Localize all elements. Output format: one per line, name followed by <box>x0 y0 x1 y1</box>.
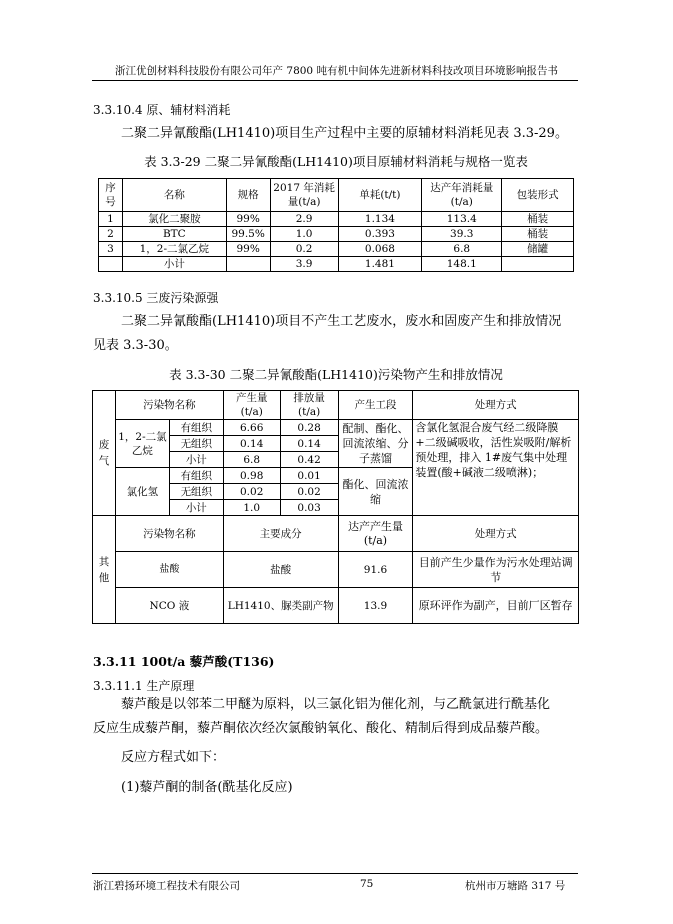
cell: 0.393 <box>338 227 422 242</box>
cell: 小计 <box>169 452 223 468</box>
cell: 0.02 <box>280 484 338 500</box>
cell: 1.134 <box>338 212 422 227</box>
table-row <box>93 588 579 624</box>
header-cell: 污染物名称 <box>115 391 223 420</box>
cell: 2 <box>99 227 123 242</box>
cell: 原环评作为副产，目前厂区暂存 <box>413 588 579 624</box>
cell: 0.14 <box>223 436 280 452</box>
header-cell: 污染物名称 <box>115 516 223 552</box>
cell: 6.8 <box>422 242 502 257</box>
cell: 99% <box>226 242 270 257</box>
cell: 有组织 <box>169 420 223 436</box>
category-other: 其他 <box>93 516 116 624</box>
table-caption-3-3-29: 表 3.3-29 二聚二异氰酸酯(LH1410)项目原辅材料消耗与规格一览表 <box>144 154 528 169</box>
cell <box>99 257 123 272</box>
cell: 有组织 <box>169 468 223 484</box>
header-cell: 主要成分 <box>223 516 338 552</box>
cell: LH1410、脲类副产物 <box>223 588 338 624</box>
paragraph: 反应方程式如下： <box>121 750 226 765</box>
cell: 3 <box>99 242 123 257</box>
header-cell: 达产产生量(t/a) <box>338 516 413 552</box>
header-cell: 2017 年消耗量(t/a) <box>270 179 338 212</box>
table-row <box>99 212 574 227</box>
cell: 储罐 <box>502 242 574 257</box>
footer-address: 杭州市万塘路 317 号 <box>465 880 566 892</box>
cell: 6.66 <box>223 420 280 436</box>
cell: 1，2-二氯乙烷 <box>122 242 226 257</box>
cell: 0.28 <box>280 420 338 436</box>
cell: 1.0 <box>270 227 338 242</box>
cell: 无组织 <box>169 436 223 452</box>
cell <box>502 257 574 272</box>
page-header: 浙江优创材料科技股份有限公司年产 7800 吨有机中间体先进新材料科技改项目环境影响报告书 <box>115 65 558 77</box>
header-cell: 规格 <box>226 179 270 212</box>
cell: 0.2 <box>270 242 338 257</box>
production-stage: 酯化、回流浓缩 <box>338 468 413 516</box>
paragraph: 见表 3.3-30。 <box>93 338 178 353</box>
header-cell: 排放量(t/a) <box>280 391 338 420</box>
table-header-row <box>99 179 574 212</box>
cell: 无组织 <box>169 484 223 500</box>
pollutant-name: 氯化氢 <box>115 468 169 516</box>
table-3-3-29 <box>98 178 574 272</box>
table-caption-3-3-30: 表 3.3-30 二聚二异氰酸酯(LH1410)污染物产生和排放情况 <box>169 367 503 382</box>
cell: 148.1 <box>422 257 502 272</box>
paragraph: 二聚二异氰酸酯(LH1410)项目不产生工艺废水，废水和固废产生和排放情况 <box>121 314 562 329</box>
cell: 小计 <box>169 500 223 516</box>
header-cell: 产生工段 <box>338 391 413 420</box>
subsection-title: 3.3.11.1 生产原理 <box>93 679 195 693</box>
cell <box>226 257 270 272</box>
table-row <box>93 420 579 436</box>
cell: 0.03 <box>280 500 338 516</box>
production-stage: 配制、酯化、回流浓缩、分子蒸馏 <box>338 420 413 468</box>
cell: 0.01 <box>280 468 338 484</box>
cell: 0.42 <box>280 452 338 468</box>
header-cell: 处理方式 <box>413 516 579 552</box>
cell: 小计 <box>122 257 226 272</box>
header-cell: 处理方式 <box>413 391 579 420</box>
category-gas: 废气 <box>93 391 116 516</box>
header-cell: 包装形式 <box>502 179 574 212</box>
cell: 目前产生少量作为污水处理站调节 <box>413 552 579 588</box>
paragraph: (1)藜芦酮的制备(酰基化反应) <box>121 780 293 795</box>
header-cell: 达产年消耗量(t/a) <box>422 179 502 212</box>
cell: BTC <box>122 227 226 242</box>
footer-rule <box>92 873 578 874</box>
page-number: 75 <box>360 878 374 890</box>
cell: 1.481 <box>338 257 422 272</box>
table-subtotal-row <box>99 257 574 272</box>
cell: 桶装 <box>502 212 574 227</box>
cell: 13.9 <box>338 588 413 624</box>
cell: 6.8 <box>223 452 280 468</box>
cell: 0.068 <box>338 242 422 257</box>
cell: 盐酸 <box>115 552 223 588</box>
cell: NCO 液 <box>115 588 223 624</box>
cell: 氯化二聚胺 <box>122 212 226 227</box>
cell: 3.9 <box>270 257 338 272</box>
section-title-3-3-10-4: 3.3.10.4 原、辅材料消耗 <box>93 103 231 117</box>
cell: 0.14 <box>280 436 338 452</box>
paragraph: 二聚二异氰酸酯(LH1410)项目生产过程中主要的原辅材料消耗见表 3.3-29。 <box>121 126 568 141</box>
cell: 99% <box>226 212 270 227</box>
cell: 39.3 <box>422 227 502 242</box>
cell: 1 <box>99 212 123 227</box>
table-3-3-30 <box>92 390 579 624</box>
cell: 2.9 <box>270 212 338 227</box>
cell: 桶装 <box>502 227 574 242</box>
footer-company: 浙江碧扬环境工程技术有限公司 <box>93 880 240 892</box>
paragraph: 藜芦酸是以邻苯二甲醚为原料，以三氯化铝为催化剂，与乙酰氯进行酰基化 <box>121 697 551 712</box>
header-rule <box>92 80 578 81</box>
table-row <box>93 552 579 588</box>
table-row <box>99 227 574 242</box>
table-header-row <box>93 516 579 552</box>
section-title-3-3-10-5: 3.3.10.5 三废污染源强 <box>93 291 219 305</box>
table-header-row <box>93 391 579 420</box>
header-cell: 产生量(t/a) <box>223 391 280 420</box>
pollutant-name: 1，2-二氯乙烷 <box>115 420 169 468</box>
cell: 0.98 <box>223 468 280 484</box>
table-row <box>99 242 574 257</box>
cell: 91.6 <box>338 552 413 588</box>
cell: 0.02 <box>223 484 280 500</box>
section-title-3-3-11: 3.3.11 100t/a 藜芦酸(T136) <box>93 654 275 669</box>
header-cell: 单耗(t/t) <box>338 179 422 212</box>
paragraph: 反应生成藜芦酮，藜芦酮依次经次氯酸钠氧化、酸化、精制后得到成品藜芦酸。 <box>93 721 549 736</box>
cell: 99.5% <box>226 227 270 242</box>
header-cell: 序号 <box>99 179 123 212</box>
header-cell: 名称 <box>122 179 226 212</box>
cell: 113.4 <box>422 212 502 227</box>
cell: 盐酸 <box>223 552 338 588</box>
treatment-method: 含氯化氢混合废气经二级降膜+二级碱吸收，活性炭吸附/解析预处理，排入 1#废气集中处理装置(酸+碱液二级喷淋)； <box>413 420 579 516</box>
cell: 1.0 <box>223 500 280 516</box>
